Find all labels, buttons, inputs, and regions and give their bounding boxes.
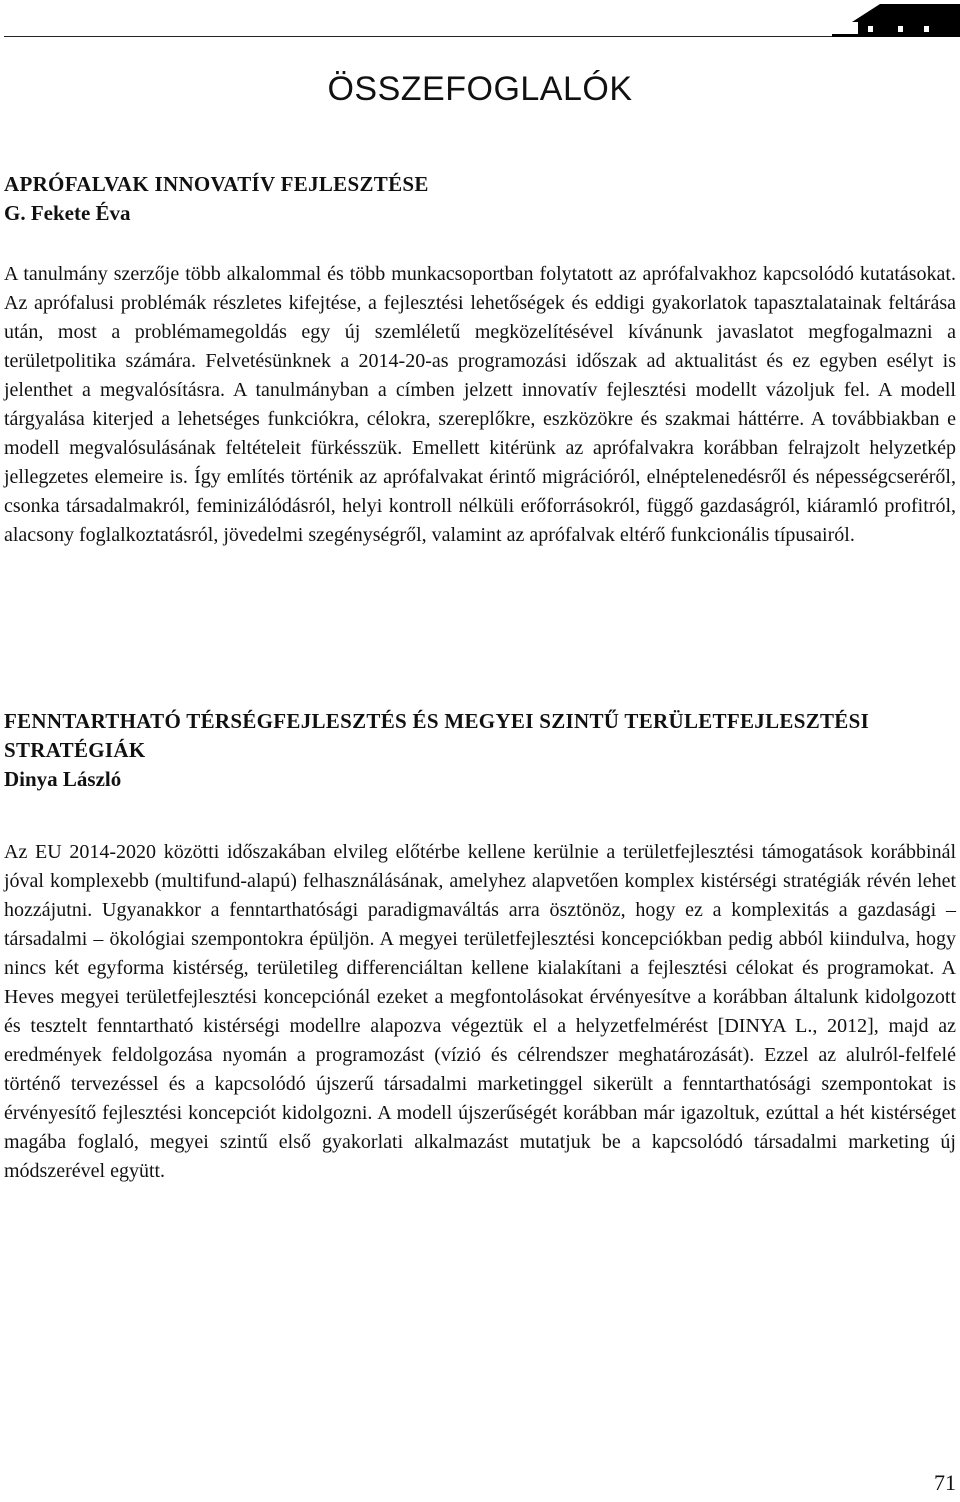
article-body: A tanulmány szerzője több alkalommal és több munkacsoportban folytatott az aprófalvakhoz kapcsolódó kutatásokat. Az aprófalusi problémák részletes kifejtése, a fejlesztési lehetőségek és eddigi gyakorlatok tapasztalatainak feltárása után, most a problémamegoldás egy új szemléletű megközelítésével kívánunk javaslatot megfogalmazni a területpolitika számára. Felvetésünknek a 2014-20-as programozási időszak ad aktualitást és ez egyben esélyt is jelenthet a megvalósításra. A tanulmányban a címben jelzett innovatív fejlesztési modellt vázoljuk fel. A modell tárgyalása kiterjed a lehetséges funkciókra, célokra, szereplőkre, eszközökre és szakmai háttérre. A továbbiakban e modell megvalósulásának feltételeit fürkésszük. Emellett kitérünk az aprófalvakra korábban felrajzolt helyzetkép jellegzetes elemeire is. Így említés történik az aprófalvakat érintő migrációról, elnéptelenedésről és népességcseréről, csonka társadalmakról, feminizálódásról, helyi kontroll nélküli erőforrásokról, függő gazdaságról, kiáramló profitról, alacsony foglalkoztatásról, jövedelmi szegénységről, valamint az aprófalvak eltérő funkcionális típusairól. xyxy=(4,263,956,546)
article-author: Dinya László xyxy=(4,767,122,791)
article-fenntarthato xyxy=(4,707,956,1186)
page-title: ÖSSZEFOGLALÓK xyxy=(327,70,633,108)
page-number: 71 xyxy=(934,1470,956,1495)
article-title: APRÓFALVAK INNOVATÍV FEJLESZTÉSE xyxy=(4,172,429,196)
article-body: Az EU 2014-2020 közötti időszakában elvileg előtérbe kellene kerülnie a területfejlesztési támogatások korábbinál jóval komplexebb (multifund-alapú) felhasználásának, amelyhez alapvetően komplex kistérségi stratégiák révén lehet hozzájutni. Ugyanakkor a fenntarthatósági paradigmaváltás arra ösztönöz, hogy ez a komplexitás a gazdasági – társadalmi – ökológiai szempontokra épüljön. A megyei területfejlesztési koncepciókban pedig abból kiindulva, hogy nincs két egyforma kistérség, területileg differenciáltan kellene kialakítani a fejlesztési célokat és programokat. A Heves megyei területfejlesztési koncepciónál ezeket a megfontolásokat érvényesítve a korábban általunk kidolgozott és tesztelt fenntartható kistérségi modellre alapozva végeztük el a helyzetfelmérést [DINYA L., 2012], majd az eredmények feldolgozása nyomán a programozást (vízió és célrendszer meghatározását). Ezzel az alulról-felfelé történő tervezéssel és a kapcsolódó újszerű társadalmi marketinggel sikerült a fenntarthatósági szempontokat is érvényesítő fejlesztési koncepciót kidolgozni. A modell újszerűségét korábban már igazoltuk, ezúttal a hét kistérséget magába foglaló, megyei szintű első gyakorlati alkalmazást mutatjuk be a kapcsolódó társadalmi marketing új módszerével együtt. xyxy=(4,841,956,1182)
article-aprofalvak xyxy=(4,170,956,550)
header-rule xyxy=(4,36,960,37)
article-title: FENNTARTHATÓ TÉRSÉGFEJLESZTÉS ÉS MEGYEI SZINTŰ TERÜLETFEJLESZTÉSI STRATÉGIÁK xyxy=(4,709,870,762)
house-logo-icon xyxy=(832,0,960,40)
article-author: G. Fekete Éva xyxy=(4,201,131,225)
